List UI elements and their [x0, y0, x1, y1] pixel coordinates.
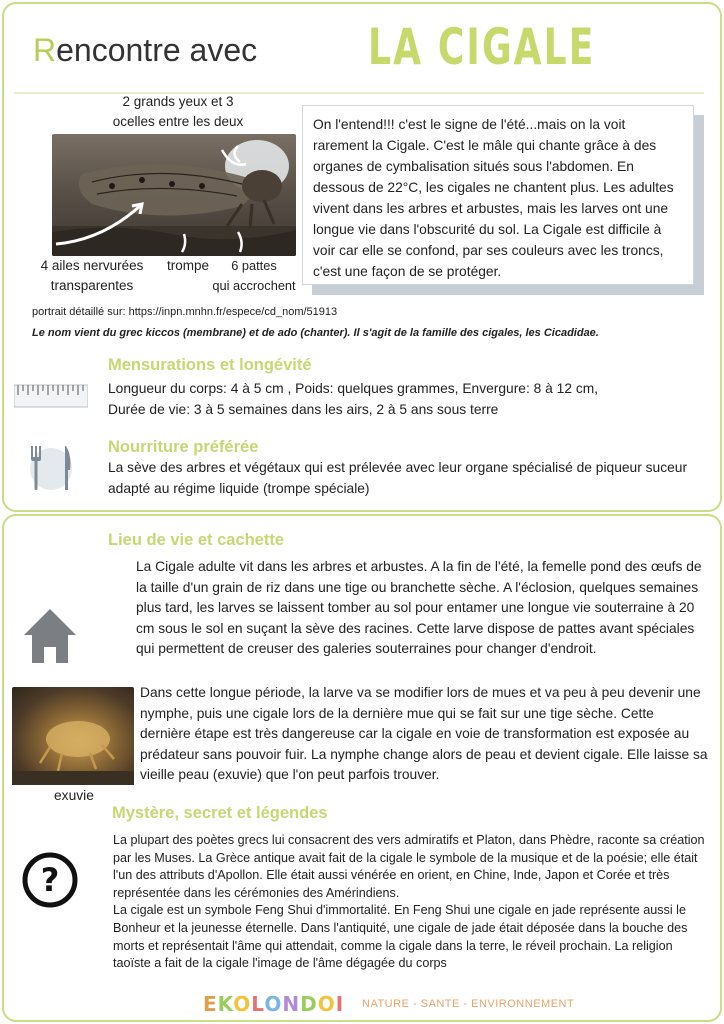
section-title-mensurations: Mensurations et longévité [108, 356, 312, 374]
page-title: Rencontre avec [33, 32, 258, 68]
lieu-text-1: La Cigale adulte vit dans les arbres et arbustes. A la fin de l'été, la femelle pond des œufs de la taille d'un grain de riz dans une tige ou branchette sèche. A l'éclosion, quelques semaines plus tard, les larves se laissent tomber au sol pour entamer une longue vie souterraine à 20 cm sous le sol en suçant la sève des racines. Cette larve dispose de pattes avant spéciales qui permettent de creuser des galeries souterraines pour changer d'endroit. [136, 559, 702, 656]
section-title-mystere: Mystère, secret et légendes [112, 804, 328, 822]
exuvie-photo [12, 687, 134, 785]
section-title-nourriture: Nourriture préférée [108, 438, 259, 456]
intro-card: On l'entend!!! c'est le signe de l'été...mais on la voit rarement la Cigale. C'est le mâle qui chante grâce à des organes de cymbalisation situés sous l'abdomen. En dessous de 22°C, les cigales ne chantent plus. Les adultes vivent dans les arbres et arbustes, mais les larves ont une longue vie dans l'obscurité du sol. La Cigale est difficile à voir car elle se confond, par ses couleurs avec les troncs, c'est une façon de se protéger. [302, 105, 694, 285]
legs-label: 6 pattes qui accrochent [212, 258, 296, 293]
eyes-label: 2 grands yeux et 3 ocelles entre les deux [112, 94, 244, 129]
etymology-note: Le nom vient du grec kiccos (membrane) et de ado (chanter). Il s'agit de la famille des cigales, les Cicadidae. [32, 327, 599, 339]
cicada-photo [52, 134, 296, 256]
brand-logo [203, 992, 353, 1022]
species-title: LA CIGALE [368, 18, 596, 76]
brand-tagline: NATURE - SANTE - ENVIRONNEMENT [362, 998, 575, 1010]
wings-label: 4 ailes nervurées transparentes [40, 258, 144, 293]
house-icon [22, 607, 78, 670]
question-icon [21, 851, 79, 914]
mystere-text: La plupart des poètes grecs lui consacrent des vers admiratifs et Platon, dans Phèdre, raconte sa création par les Muses. La Grèce antique avait fait de la cigale le symbole de la musique et de la poésie; elle était l'un des attributs d'Apollon. Elle était aussi vénérée en orient, en Chine, Inde, Japon et Corée et très représentée dans les cérémonies des Amérindiens. La cigale est un symbole Feng Shui d'immortalité. En Feng Shui une cigale en jade représente aussi le Bonheur et la jeunesse éternelle. Dans l'antiquité, une cigale de jade était déposée dans la bouche des morts et représentait l'âme qui attendait, comme la cigale dans la terre, le réveil prochain. La religion taoïste a fait de la cigale l'image de l'âme dégagée du corps [113, 833, 705, 971]
ruler-icon [14, 381, 88, 416]
exuvie-caption: exuvie [54, 788, 94, 803]
trompe-label: trompe [166, 258, 210, 273]
cutlery-icon [26, 444, 76, 499]
nourriture-text: La sève des arbres et végétaux qui est prélevée avec leur organe spécialisé de piqueur suceur adapté au régime liquide (trompe spéciale) [108, 460, 688, 496]
svg-text:?: ? [40, 861, 60, 899]
source-link: portrait détaillé sur: https://inpn.mnhn.fr/espece/cd_nom/51913 [32, 306, 338, 318]
lieu-text-2: Dans cette longue période, la larve va se modifier lors de mues et va peu à peu devenir une nymphe, puis une cigale lors de la dernière mue qui se fait sur une tige sèche. Cette dernière étape est très dangereuse car la cigale en voie de transformation est exposée au prédateur sans pouvoir fuir. La nymphe change alors de peau et devient cigale. Elle laisse sa vieille peau (exuvie) que l'on peut parfois trouver. [140, 685, 708, 782]
svg-text:EKOLONDOI: EKOLONDOI [203, 992, 345, 1016]
section-title-lieu: Lieu de vie et cachette [108, 531, 285, 549]
mensurations-text: Longueur du corps: 4 à 5 cm , Poids: quelques grammes, Envergure: 8 à 12 cm, Durée de vie: 3 à 5 semaines dans les airs, 2 à 5 ans sous terre [108, 381, 599, 417]
